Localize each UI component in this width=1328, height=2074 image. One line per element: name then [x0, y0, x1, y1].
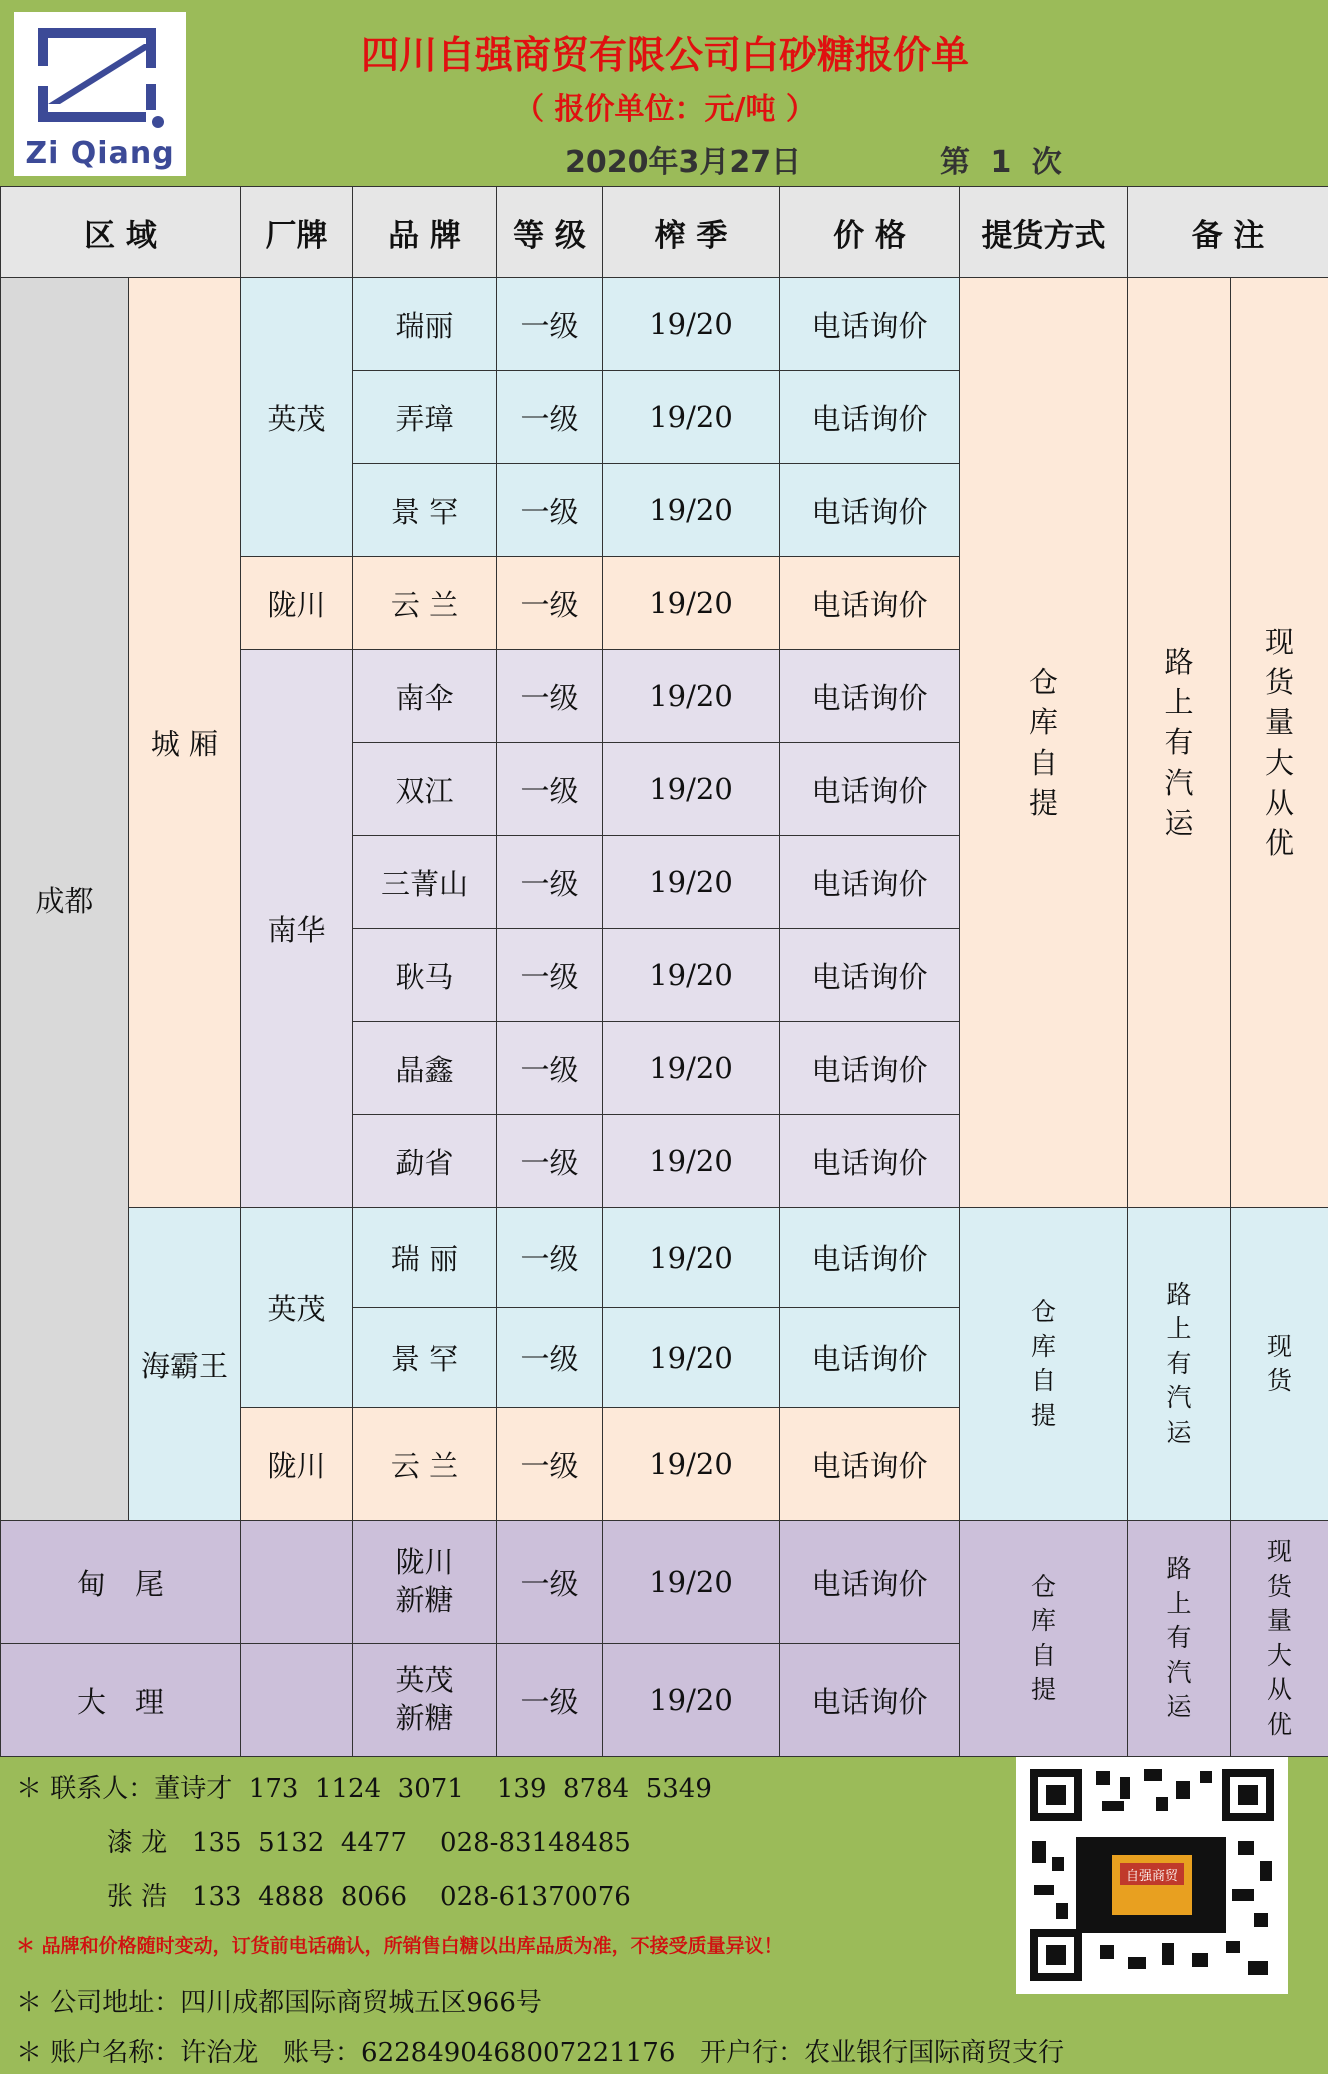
- season-cell: 19/20: [603, 743, 780, 836]
- col-grade: 等 级: [497, 187, 603, 278]
- price-cell: 电话询价: [780, 464, 960, 557]
- factory-cell: 陇川: [241, 1408, 353, 1521]
- season-cell: 19/20: [603, 557, 780, 650]
- grade-cell: 一级: [497, 464, 603, 557]
- price-cell: 电话询价: [780, 836, 960, 929]
- season-cell: 19/20: [603, 1308, 780, 1408]
- grade-cell: 一级: [497, 1308, 603, 1408]
- bank-account: ＊ 账户名称：许治龙 账号：6228490468007221176 开户行：农业银行国际商贸支行: [16, 2038, 1065, 2068]
- pickup-cell: 仓库自提: [960, 1208, 1128, 1521]
- transit-cell: 路上有汽运: [1128, 1521, 1231, 1757]
- table-header-row: [1, 187, 1328, 278]
- price-cell: 电话询价: [780, 650, 960, 743]
- region-cell: 成都: [1, 278, 129, 1521]
- stock-cell: 现货量大从优: [1231, 278, 1328, 1208]
- stock-cell: 现货量大从优: [1231, 1521, 1328, 1757]
- contact-line: ＊ 联系人：董诗才 173 1124 3071 139 8784 5349: [16, 1774, 712, 1804]
- col-price: 价 格: [780, 187, 960, 278]
- grade-cell: 一级: [497, 371, 603, 464]
- factory-cell: 英茂: [241, 278, 353, 557]
- region-cell: 大 理: [1, 1644, 241, 1757]
- warning-note: ＊ 品牌和价格随时变动，订货前电话确认，所销售白糖以出库品质为准，不接受质量异议！: [16, 1935, 783, 1957]
- season-cell: 19/20: [603, 1115, 780, 1208]
- price-cell: 电话询价: [780, 278, 960, 371]
- contact-line: 漆 龙 135 5132 4477 028-83148485: [16, 1828, 631, 1858]
- brand-cell: 南伞: [353, 650, 497, 743]
- qr-code: [1016, 1757, 1288, 1994]
- qr-code-icon: [1016, 1757, 1288, 1994]
- factory-cell: 南华: [241, 650, 353, 1208]
- season-cell: 19/20: [603, 464, 780, 557]
- price-cell: 电话询价: [780, 1022, 960, 1115]
- factory-cell: 陇川: [241, 557, 353, 650]
- quote-date: 2020年3月27日: [565, 145, 802, 180]
- factory-cell: [241, 1644, 353, 1757]
- brand-cell: 双江: [353, 743, 497, 836]
- season-cell: 19/20: [603, 371, 780, 464]
- brand-cell: 晶鑫: [353, 1022, 497, 1115]
- price-cell: 电话询价: [780, 1408, 960, 1521]
- col-season: 榨 季: [603, 187, 780, 278]
- col-region: 区 域: [1, 187, 241, 278]
- quote-number: 第 1 次: [940, 145, 1062, 180]
- area-cell: 海霸王: [129, 1208, 241, 1521]
- area-cell: 城 厢: [129, 278, 241, 1208]
- col-brand: 品 牌: [353, 187, 497, 278]
- table-row: [1, 1208, 1328, 1308]
- col-pickup: 提货方式: [960, 187, 1128, 278]
- grade-cell: 一级: [497, 1644, 603, 1757]
- grade-cell: 一级: [497, 929, 603, 1022]
- col-remark: 备 注: [1128, 187, 1328, 278]
- qr-label: 自强商贸: [1125, 1869, 1179, 1884]
- season-cell: 19/20: [603, 836, 780, 929]
- season-cell: 19/20: [603, 278, 780, 371]
- season-cell: 19/20: [603, 929, 780, 1022]
- price-cell: 电话询价: [780, 371, 960, 464]
- factory-cell: 英茂: [241, 1208, 353, 1408]
- grade-cell: 一级: [497, 1408, 603, 1521]
- price-unit: （ 报价单位：元/吨 ）: [514, 92, 816, 127]
- price-cell: 电话询价: [780, 1208, 960, 1308]
- brand-cell: 瑞 丽: [353, 1208, 497, 1308]
- price-cell: 电话询价: [780, 1115, 960, 1208]
- factory-cell: [241, 1521, 353, 1644]
- table-row: [1, 1521, 1328, 1644]
- grade-cell: 一级: [497, 650, 603, 743]
- col-factory: 厂牌: [241, 187, 353, 278]
- grade-cell: 一级: [497, 836, 603, 929]
- price-cell: 电话询价: [780, 1308, 960, 1408]
- price-cell: 电话询价: [780, 1521, 960, 1644]
- company-logo: [14, 12, 186, 176]
- season-cell: 19/20: [603, 1521, 780, 1644]
- brand-cell: 瑞丽: [353, 278, 497, 371]
- grade-cell: 一级: [497, 743, 603, 836]
- price-cell: 电话询价: [780, 743, 960, 836]
- grade-cell: 一级: [497, 557, 603, 650]
- pickup-cell: 仓库自提: [960, 1521, 1128, 1757]
- company-address: ＊ 公司地址：四川成都国际商贸城五区966号: [16, 1988, 542, 2018]
- transit-cell: 路上有汽运: [1128, 278, 1231, 1208]
- season-cell: 19/20: [603, 1208, 780, 1308]
- brand-cell: 云 兰: [353, 557, 497, 650]
- grade-cell: 一级: [497, 1022, 603, 1115]
- logo-text: Zi Qiang: [25, 136, 175, 171]
- region-cell: 甸 尾: [1, 1521, 241, 1644]
- season-cell: 19/20: [603, 1408, 780, 1521]
- price-table: [0, 186, 1328, 1757]
- grade-cell: 一级: [497, 1521, 603, 1644]
- price-cell: 电话询价: [780, 1644, 960, 1757]
- brand-cell: 陇川 新糖: [353, 1521, 497, 1644]
- price-cell: 电话询价: [780, 929, 960, 1022]
- brand-cell: 耿马: [353, 929, 497, 1022]
- brand-cell: 三菁山: [353, 836, 497, 929]
- brand-cell: 英茂 新糖: [353, 1644, 497, 1757]
- grade-cell: 一级: [497, 1115, 603, 1208]
- brand-cell: 弄璋: [353, 371, 497, 464]
- grade-cell: 一级: [497, 278, 603, 371]
- season-cell: 19/20: [603, 650, 780, 743]
- brand-cell: 景 罕: [353, 464, 497, 557]
- table-row: [1, 278, 1328, 371]
- transit-cell: 路上有汽运: [1128, 1208, 1231, 1521]
- season-cell: 19/20: [603, 1644, 780, 1757]
- logo-zq-icon: [32, 24, 168, 132]
- stock-cell: 现货: [1231, 1208, 1328, 1521]
- contact-line: 张 浩 133 4888 8066 028-61370076: [16, 1882, 631, 1912]
- brand-cell: 勐省: [353, 1115, 497, 1208]
- grade-cell: 一级: [497, 1208, 603, 1308]
- brand-cell: 景 罕: [353, 1308, 497, 1408]
- brand-cell: 云 兰: [353, 1408, 497, 1521]
- page-title: 四川自强商贸有限公司白砂糖报价单: [360, 33, 969, 77]
- pickup-cell: 仓库自提: [960, 278, 1128, 1208]
- season-cell: 19/20: [603, 1022, 780, 1115]
- price-cell: 电话询价: [780, 557, 960, 650]
